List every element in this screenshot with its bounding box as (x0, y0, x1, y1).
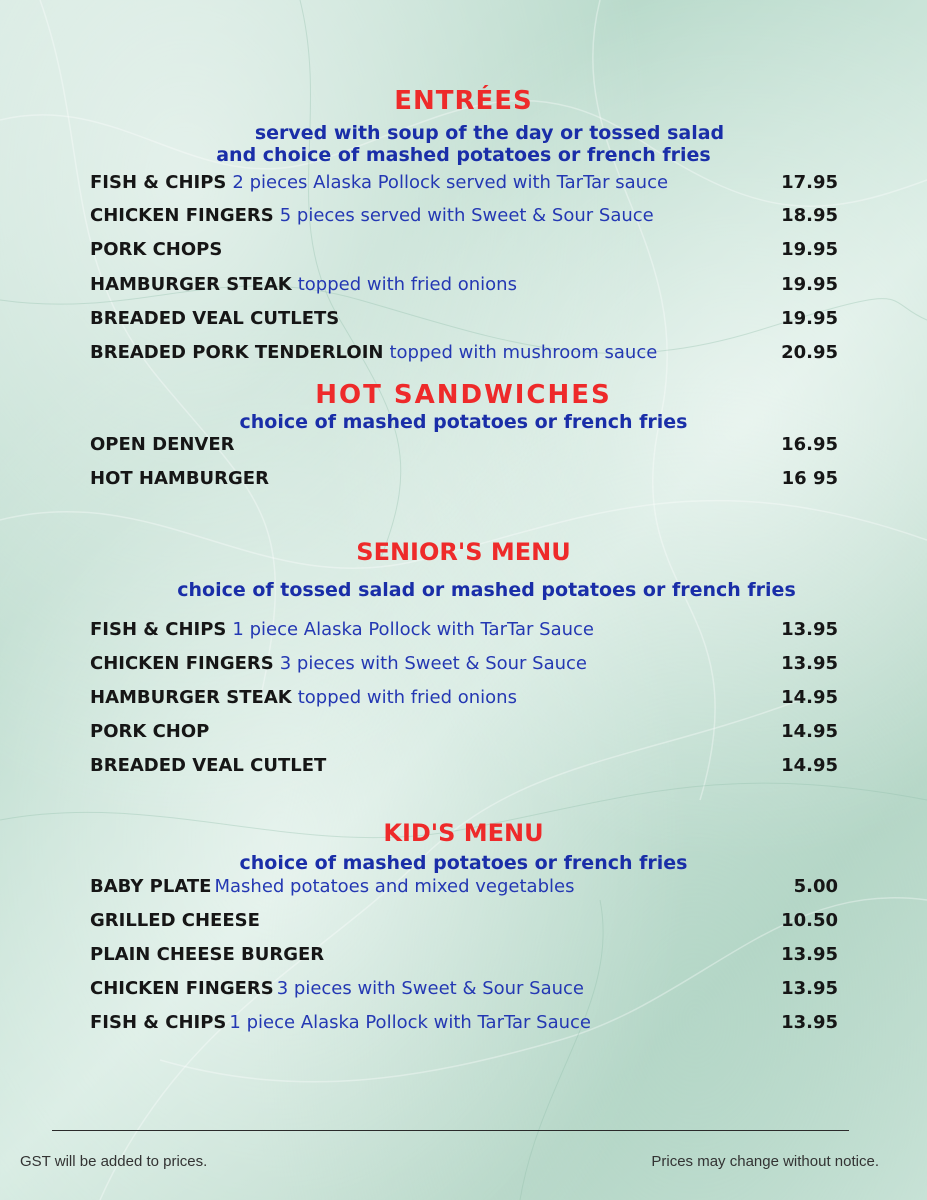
item-name: HOT HAMBURGER (90, 467, 269, 489)
item-name: FISH & CHIPS (90, 618, 227, 640)
entrees-title: ENTRÉES (394, 86, 533, 116)
menu-item (90, 716, 838, 746)
item-price: 14.95 (781, 754, 838, 776)
item-name: PORK CHOPS (90, 238, 223, 260)
item-name: BABY PLATE (90, 875, 212, 897)
menu-item (90, 200, 838, 230)
hot-sandwiches-subtitle: choice of mashed potatoes or french fries (239, 411, 688, 433)
item-description: 2 pieces Alaska Pollock served with TarTar sauce (232, 171, 669, 193)
menu-item (90, 1007, 838, 1037)
menu-item (90, 463, 838, 493)
item-name: OPEN DENVER (90, 433, 235, 455)
item-name: HAMBURGER STEAK (90, 686, 292, 708)
item-price: 5.00 (793, 875, 838, 897)
menu-item (90, 614, 838, 644)
menu-item (90, 905, 838, 935)
menu-item (90, 167, 838, 197)
item-price: 10.50 (781, 909, 838, 931)
menu-item (90, 648, 838, 678)
footer-gst-note: GST will be added to prices. (20, 1153, 208, 1170)
menu-item (90, 939, 838, 969)
menu-item (90, 337, 838, 367)
item-price: 13.95 (781, 977, 838, 999)
item-description: topped with fried onions (297, 686, 517, 708)
menu-item (90, 871, 838, 901)
footer-divider (52, 1130, 849, 1131)
item-price: 19.95 (781, 307, 838, 329)
item-name: HAMBURGER STEAK (90, 273, 292, 295)
seniors-subtitle: choice of tossed salad or mashed potatoes or french fries (177, 579, 796, 601)
menu-item (90, 429, 838, 459)
item-price: 16.95 (781, 433, 838, 455)
menu-item (90, 750, 838, 780)
item-price: 18.95 (781, 204, 838, 226)
footer-price-note: Prices may change without notice. (651, 1153, 879, 1170)
item-name: PLAIN CHEESE BURGER (90, 943, 325, 965)
hot-sandwiches-title: HOT SANDWICHES (315, 380, 612, 410)
item-description: topped with fried onions (297, 273, 517, 295)
item-name: CHICKEN FINGERS (90, 204, 274, 226)
item-price: 16 95 (781, 467, 838, 489)
item-price: 13.95 (781, 943, 838, 965)
item-price: 19.95 (781, 238, 838, 260)
menu-item (90, 682, 838, 712)
entrees-subtitle-line1: served with soup of the day or tossed salad (254, 122, 725, 144)
kids-title: KID'S MENU (383, 819, 544, 847)
item-description: 1 piece Alaska Pollock with TarTar Sauce (232, 618, 594, 640)
item-description: 5 pieces served with Sweet & Sour Sauce (279, 204, 654, 226)
item-price: 13.95 (781, 1011, 838, 1033)
item-price: 13.95 (781, 618, 838, 640)
item-description: 1 piece Alaska Pollock with TarTar Sauce (229, 1011, 591, 1033)
item-price: 19.95 (781, 273, 838, 295)
item-price: 13.95 (781, 652, 838, 674)
item-description: Mashed potatoes and mixed vegetables (214, 875, 575, 897)
item-name: CHICKEN FINGERS (90, 977, 274, 999)
item-name: GRILLED CHEESE (90, 909, 260, 931)
item-description: 3 pieces with Sweet & Sour Sauce (276, 977, 585, 999)
item-name: CHICKEN FINGERS (90, 652, 274, 674)
item-name: BREADED VEAL CUTLETS (90, 307, 340, 329)
item-price: 20.95 (781, 341, 838, 363)
seniors-title: SENIOR'S MENU (356, 538, 571, 566)
item-description: 3 pieces with Sweet & Sour Sauce (279, 652, 588, 674)
entrees-subtitle-line2: and choice of mashed potatoes or french fries (216, 144, 711, 166)
menu-item (90, 234, 838, 264)
kids-subtitle: choice of mashed potatoes or french fries (239, 852, 688, 874)
item-price: 17.95 (781, 171, 838, 193)
item-price: 14.95 (781, 686, 838, 708)
item-description: topped with mushroom sauce (389, 341, 658, 363)
item-name: FISH & CHIPS (90, 1011, 227, 1033)
item-name: BREADED VEAL CUTLET (90, 754, 327, 776)
menu-item (90, 973, 838, 1003)
item-price: 14.95 (781, 720, 838, 742)
menu-item (90, 269, 838, 299)
item-name: BREADED PORK TENDERLOIN (90, 341, 384, 363)
item-name: PORK CHOP (90, 720, 210, 742)
menu-item (90, 303, 838, 333)
item-name: FISH & CHIPS (90, 171, 227, 193)
